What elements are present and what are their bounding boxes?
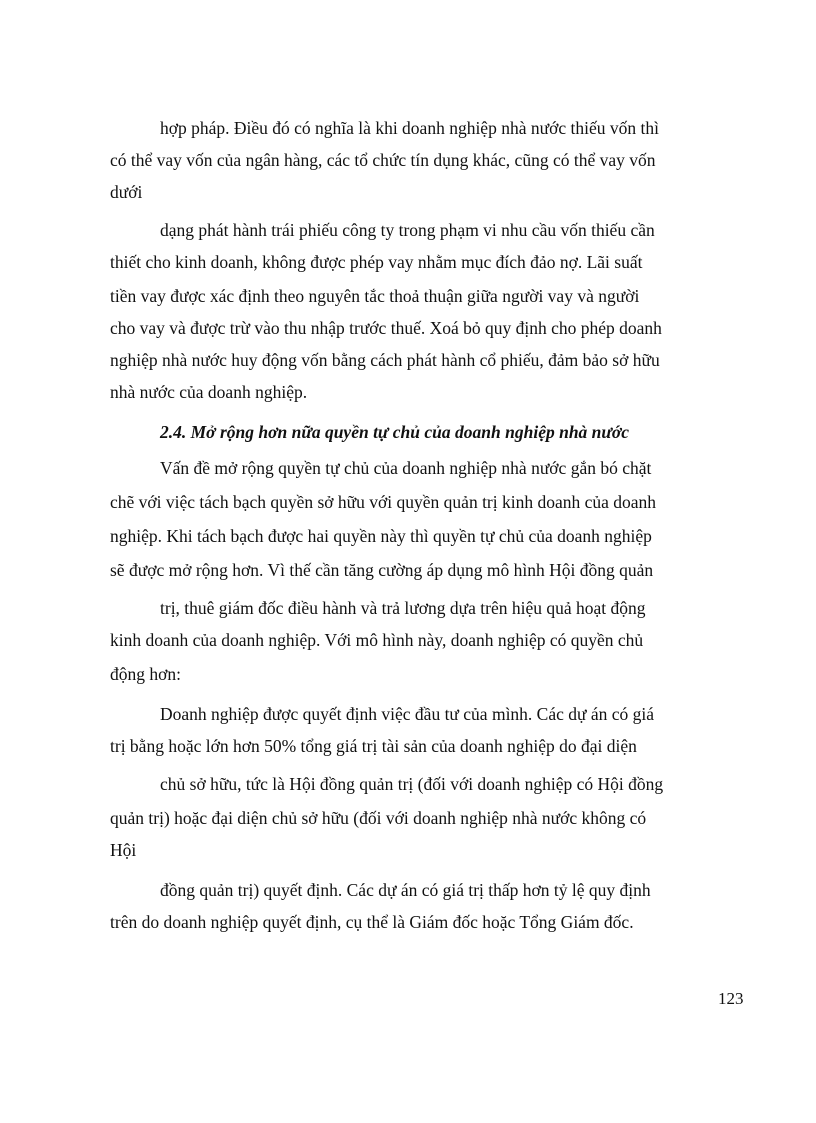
- text-line: nhà nước của doanh nghiệp.: [110, 382, 308, 402]
- text-line: cho vay và được trừ vào thu nhập trước thuế. Xoá bỏ quy định cho phép doanh: [110, 318, 662, 338]
- section-heading: 2.4. Mở rộng hơn nữa quyền tự chủ của doanh nghiệp nhà nước: [160, 422, 630, 442]
- text-line: nghiệp nhà nước huy động vốn bằng cách phát hành cổ phiếu, đảm bảo sở hữu: [110, 350, 660, 370]
- text-line: nghiệp. Khi tách bạch được hai quyền này thì quyền tự chủ của doanh nghiệp: [110, 526, 652, 546]
- text-line: có thể vay vốn của ngân hàng, các tổ chức tín dụng khác, cũng có thể vay vốn: [110, 150, 656, 170]
- text-line: quản trị) hoặc đại diện chủ sở hữu (đối với doanh nghiệp nhà nước không có: [110, 808, 647, 828]
- page-number: 123: [718, 989, 744, 1008]
- text-line: hợp pháp. Điều đó có nghĩa là khi doanh nghiệp nhà nước thiếu vốn thì: [160, 118, 659, 138]
- text-line: trị bằng hoặc lớn hơn 50% tổng giá trị tài sản của doanh nghiệp do đại diện: [110, 736, 637, 756]
- text-line: tiền vay được xác định theo nguyên tắc thoả thuận giữa người vay và người: [110, 286, 640, 306]
- text-line: dạng phát hành trái phiếu công ty trong phạm vi nhu cầu vốn thiếu cần: [160, 220, 655, 240]
- text-line: đồng quản trị) quyết định. Các dự án có giá trị thấp hơn tỷ lệ quy định: [160, 880, 651, 900]
- text-line: Hội: [110, 840, 137, 860]
- text-line: Vấn đề mở rộng quyền tự chủ của doanh nghiệp nhà nước gắn bó chặt: [160, 458, 652, 478]
- text-line: trên do doanh nghiệp quyết định, cụ thể là Giám đốc hoặc Tổng Giám đốc.: [110, 912, 634, 932]
- text-line: động hơn:: [110, 664, 181, 684]
- text-line: chủ sở hữu, tức là Hội đồng quản trị (đối với doanh nghiệp có Hội đồng: [160, 774, 664, 794]
- text-line: trị, thuê giám đốc điều hành và trả lương dựa trên hiệu quả hoạt động: [160, 598, 646, 618]
- text-line: sẽ được mở rộng hơn. Vì thế cần tăng cường áp dụng mô hình Hội đồng quản: [110, 560, 654, 580]
- text-line: Doanh nghiệp được quyết định việc đầu tư của mình. Các dự án có giá: [160, 704, 655, 724]
- text-line: thiết cho kinh doanh, không được phép vay nhằm mục đích đảo nợ. Lãi suất: [110, 252, 643, 272]
- text-line: kinh doanh của doanh nghiệp. Với mô hình này, doanh nghiệp có quyền chủ: [110, 630, 644, 650]
- text-line: chẽ với việc tách bạch quyền sở hữu với quyền quản trị kinh doanh của doanh: [110, 492, 657, 512]
- text-line: dưới: [110, 182, 143, 202]
